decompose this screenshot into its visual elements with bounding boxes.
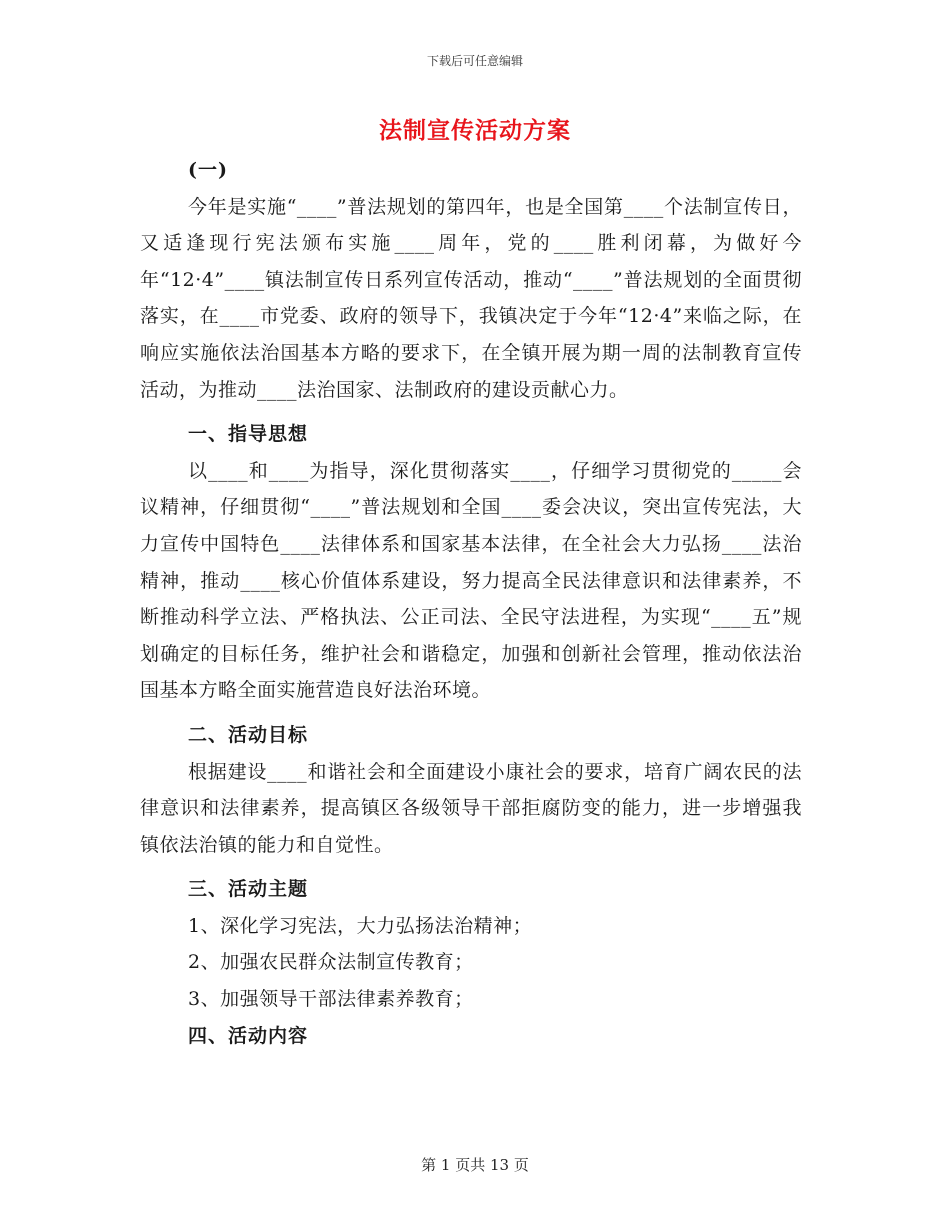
theme-item-1: 1、深化学习宪法，大力弘扬法治精神； (188, 914, 533, 937)
page-footer-pagination: 第 1 页共 13 页 (421, 1156, 529, 1174)
intro-paragraph: 今年是实施“____”普法规划的第四年，也是全国第____个法制宣传日，又适逢现行宪法颁布实施____周年，党的____胜利闭幕，为做好今年“12·4”____镇法制宣传日系列宣传活动，推动“____”普法规划的全面贯彻落实，在____市党委、政府的领导下，我镇决定于今年“12·4”来临之际，在响应实施依法治国基本方略的要求下，在全镇开展为期一周的法制教育宣传活动，为推动____法治国家、法制政府的建设贡献心力。 (140, 195, 802, 401)
document-title: 法制宣传活动方案 (379, 117, 571, 144)
section-heading-activity-content: 四、活动内容 (188, 1024, 309, 1047)
section-text-guiding-ideology: 以____和____为指导，深化贯彻落实____，仔细学习贯彻党的_____会议精神，仔细贯彻“____”普法规划和全国____委会决议，突出宣传宪法，大力宣传中国特色____法律体系和国家基本法律，在全社会大力弘扬____法治精神，推动____核心价值体系建设，努力提高全民法律意识和法律素养，不断推动科学立法、严格执法、公正司法、全民守法进程，为实现“____五”规划确定的目标任务，维护社会和谐稳定，加强和创新社会管理，推动依法治国基本方略全面实施营造良好法治环境。 (140, 459, 802, 702)
section-heading-activity-theme: 三、活动主题 (188, 878, 309, 901)
theme-item-3: 3、加强领导干部法律素养教育； (188, 988, 474, 1011)
theme-item-2: 2、加强农民群众法制宣传教育； (188, 951, 474, 974)
section-heading-guiding-ideology: 一、指导思想 (188, 423, 309, 446)
document-body (140, 152, 802, 1054)
page-header-note: 下载后可任意编辑 (426, 54, 523, 68)
section-marker: (一) (188, 159, 228, 181)
section-heading-activity-goal: 二、活动目标 (188, 723, 309, 746)
section-text-activity-goal: 根据建设____和谐社会和全面建设小康社会的要求，培育广阔农民的法律意识和法律素养，提高镇区各级领导干部拒腐防变的能力，进一步增强我镇依法治镇的能力和自觉性。 (140, 760, 802, 856)
